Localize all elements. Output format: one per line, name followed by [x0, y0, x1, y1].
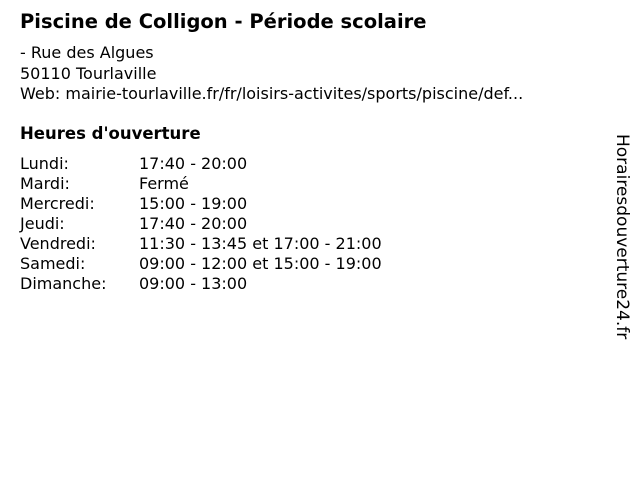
- hours-row-sunday: [20, 274, 382, 294]
- web-line: [20, 84, 523, 105]
- day-hours: 17:40 - 20:00: [139, 154, 248, 173]
- day-label: Vendredi:: [20, 234, 96, 253]
- day-label: Lundi:: [20, 154, 69, 173]
- day-label: Samedi:: [20, 254, 86, 273]
- page-title: Piscine de Colligon - Période scolaire: [20, 10, 427, 33]
- day-label: Jeudi:: [20, 214, 65, 233]
- hours-row-friday: [20, 234, 382, 254]
- hours-row-tuesday: [20, 174, 382, 194]
- hours-row-saturday: [20, 254, 382, 274]
- day-hours: 09:00 - 13:00: [139, 274, 248, 293]
- address-street: - Rue des Algues: [20, 43, 154, 62]
- day-hours: 15:00 - 19:00: [139, 194, 248, 213]
- day-hours: 11:30 - 13:45 et 17:00 - 21:00: [139, 234, 382, 253]
- address-city: 50110 Tourlaville: [20, 63, 157, 83]
- hours-row-monday: [20, 154, 382, 174]
- day-label: Mardi:: [20, 174, 70, 193]
- opening-hours-table: [20, 154, 382, 294]
- address-block: [20, 43, 523, 105]
- hours-row-thursday: [20, 214, 382, 234]
- day-label: Dimanche:: [20, 274, 107, 293]
- day-hours: 09:00 - 12:00 et 15:00 - 19:00: [139, 254, 382, 273]
- day-hours: Fermé: [139, 174, 189, 193]
- hours-heading: Heures d'ouverture: [20, 124, 201, 143]
- web-link[interactable]: mairie-tourlaville.fr/fr/loisirs-activites/sports/piscine/def...: [65, 84, 524, 103]
- web-label: Web:: [20, 84, 61, 103]
- day-label: Mercredi:: [20, 194, 95, 213]
- hours-row-wednesday: [20, 194, 382, 214]
- site-watermark: Horairesdouverture24.fr: [612, 134, 632, 340]
- day-hours: 17:40 - 20:00: [139, 214, 248, 233]
